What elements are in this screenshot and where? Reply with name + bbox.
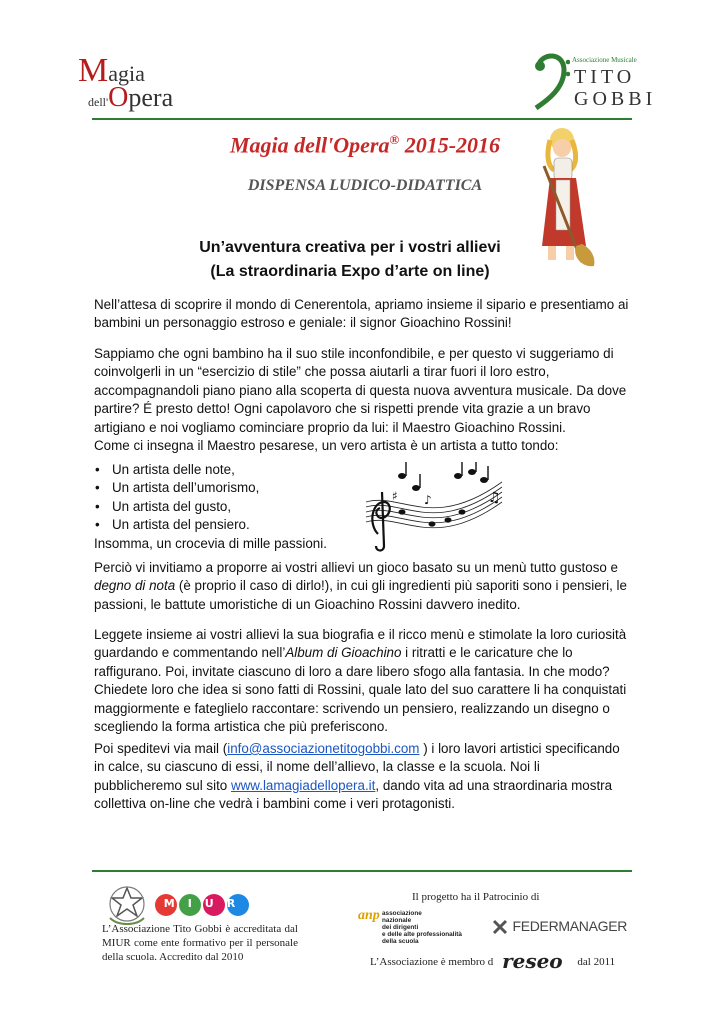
list-item: • Un artista dell’umorismo, — [94, 479, 364, 497]
headline — [120, 236, 580, 284]
email-link[interactable]: info@associazionetitogobbi.com — [227, 741, 420, 756]
magia-dell-opera-logo — [78, 52, 198, 113]
p5-part-a: Leggete insieme ai vostri allievi la sua biografia e il ricco menù e stimolate la loro curiosità guardando e commentando nell’ — [94, 627, 627, 661]
registered-mark: ® — [389, 132, 400, 147]
header-divider — [92, 118, 632, 120]
headline-line2: (La straordinaria Expo d’arte on line) — [210, 263, 490, 280]
paragraph-6 — [94, 740, 630, 814]
p5-emphasis: Album di Gioachino — [285, 645, 402, 661]
headline-line1: Un’avventura creativa per i vostri allievi — [199, 239, 501, 256]
logo-dell: dell' — [88, 95, 109, 109]
logo-opera: Opera — [108, 82, 174, 113]
anp-abbr: anp — [358, 908, 380, 923]
member-suffix: dal 2011 — [577, 956, 616, 968]
p4-part-b: (è proprio il caso di dirlo!), in cui gli ingredienti più saporiti sono i pensieri, le passioni, le battute umoristiche di un Gioachino Rossini davvero inedito. — [94, 578, 627, 612]
logo-line1: Magia — [78, 52, 145, 89]
paragraph-5-text — [94, 626, 630, 736]
miur-accreditation-text: L’Associazione Tito Gobbi è accreditata dal MIUR come ente formativo per il personale della scuola. Accredito dal 2010 — [102, 923, 298, 963]
paragraph-4 — [94, 559, 630, 614]
page-subtitle: DISPENSA LUDICO-DIDATTICA — [247, 177, 483, 194]
anp-line: nazionale — [382, 917, 412, 924]
paragraph-5 — [94, 626, 630, 736]
miur-logo — [154, 892, 250, 918]
list-item: • Un artista del gusto, — [94, 498, 364, 516]
p6-part-b: ) i loro lavori artistici specificando in calce, su ciascuno di essi, il nome dell’allievo, la classe e la scuola. Noi li pubblicheremo sul sito — [94, 741, 620, 793]
federmanager-logo — [492, 918, 627, 936]
bass-clef-icon — [532, 48, 570, 112]
list-item: • Un artista del pensiero. — [94, 516, 364, 534]
paragraph-6-text — [94, 740, 630, 814]
paragraph-2b-text: Come ci insegna il Maestro pesarese, un vero artista è un artista a tutto tondo: — [94, 438, 559, 454]
membership-line — [370, 949, 616, 973]
music-notes-illustration — [362, 462, 508, 556]
website-link[interactable]: www.lamagiadellopera.it — [230, 777, 376, 793]
miur-letters: MIUR — [163, 897, 249, 910]
anp-line: della scuola — [382, 938, 419, 945]
crocevia-text: Insomma, un crocevia di mille passioni. — [94, 535, 327, 551]
anp-logo — [358, 908, 468, 948]
anp-line: dei dirigenti — [382, 924, 419, 931]
logo-magia-rest: agia — [108, 61, 145, 86]
svg-text:♫: ♫ — [488, 490, 501, 506]
svg-text:♯: ♯ — [392, 489, 398, 503]
member-prefix: L’Associazione è membro d — [370, 956, 494, 968]
tito-gobbi-logo — [532, 46, 657, 116]
reseo-logo: reseo — [502, 949, 563, 973]
paragraph-4-text — [94, 559, 630, 614]
footer-divider — [92, 870, 632, 872]
p5-part-b: i ritratti e le caricature che lo raffigurano. Poi, invitate ciascuno di loro a dare libero sfogo alla fantasia. In che modo? Chiedete loro che idea si sono fatti di Rossini, quale lato del suo carattere li ha conquistati maggiormente e fateglielo raccontare: scrivendo un pensiero, realizzando un disegno o scegliendo la forma artistica che più preferiscono. — [94, 645, 627, 735]
federmanager-mark-icon — [492, 919, 508, 935]
tito-text: TITO — [574, 66, 636, 88]
italian-emblem-icon — [104, 884, 150, 926]
p6-part-c: , dando vita ad una straordinaria mostra collettiva on-line che vedrà i bambini come i veri protagonisti. — [94, 777, 613, 812]
p6-part-a: Poi speditevi via mail ( — [94, 741, 228, 756]
anp-line: e delle alte professionalità — [382, 931, 462, 938]
p4-part-a: Perciò vi invitiamo a proporre ai vostri allievi un gioco basato su un menù tutto gustoso e — [94, 560, 619, 575]
paragraph-2-text: Sappiamo che ogni bambino ha il suo stile inconfondibile, e per questo vi suggeriamo di coinvolgerli in un “esercizio di stile” che possa aiutarli a tirar fuori il loro estro, accompagnandoli piano piano alla scoperta di questa nuova avventura musicale. Da dove partire? É presto detto! Ogni capolavoro che si rispetti prende vita grazie a un bravo artigiano e noi vogliamo cominciare proprio da lui: il Maestro Gioachino Rossini. — [94, 346, 627, 435]
gobbi-text: GOBBI — [574, 88, 657, 110]
title-text: Magia dell'Opera — [229, 132, 390, 158]
page-title — [200, 132, 530, 158]
paragraph-1 — [94, 296, 630, 333]
tito-gobbi-small: Associazione Musicale — [572, 56, 637, 64]
patrocinio-text: Il progetto ha il Patrocinio di — [412, 891, 540, 903]
federmanager-text: FEDERMANAGER — [512, 918, 628, 934]
anp-line: associazione — [382, 910, 422, 917]
title-years: 2015-2016 — [399, 132, 501, 158]
paragraph-2 — [94, 345, 630, 455]
paragraph-1-text: Nell’attesa di scoprire il mondo di Cenerentola, apriamo insieme il sipario e presentiamo ai bambini un personaggio estroso e geniale: il signor Gioachino Rossini! — [94, 297, 629, 331]
artist-list — [94, 461, 364, 553]
svg-text:♪: ♪ — [424, 493, 432, 507]
p4-emphasis: degno di nota — [94, 578, 176, 594]
bullet-list — [94, 461, 364, 535]
list-item: • Un artista delle note, — [94, 461, 364, 479]
